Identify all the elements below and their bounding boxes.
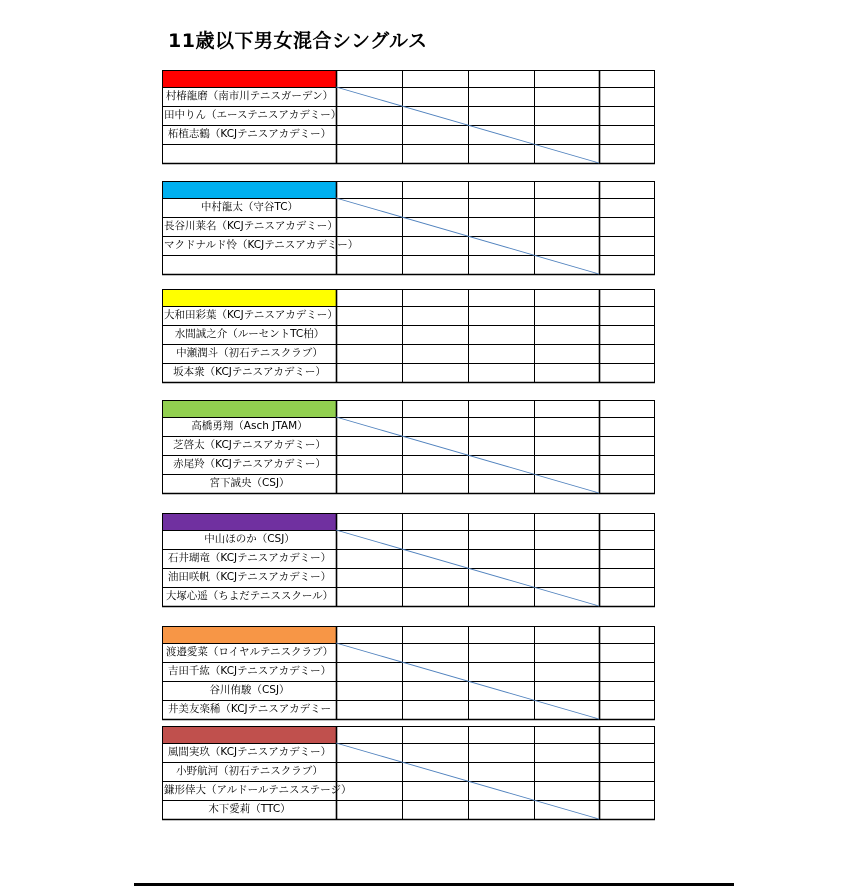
- player-name: 芝啓太（KCJテニスアカデミー）: [173, 439, 326, 451]
- player-name: 坂本衆（KCJテニスアカデミー）: [173, 366, 326, 378]
- player-name: 長谷川莱名（KCJテニスアカデミー）: [164, 220, 338, 232]
- player-name: 中瀬潤斗（初石テニスクラブ）: [176, 347, 323, 359]
- group-table: [162, 70, 655, 163]
- player-name: 赤尾羚（KCJテニスアカデミー）: [173, 458, 326, 470]
- group-table: [162, 726, 655, 819]
- group-color-header: [162, 70, 336, 87]
- player-name: 油田咲帆（KCJテニスアカデミー）: [167, 571, 332, 583]
- group-table: [162, 181, 655, 274]
- player-name: 小野航河（初石テニスクラブ）: [176, 765, 323, 777]
- player-name: 田中りん（エーステニスアカデミー）: [164, 109, 342, 121]
- player-name: [164, 145, 335, 162]
- group-color-header: [162, 181, 336, 198]
- group-table: [162, 626, 655, 719]
- player-name: 大塚心遥（ちよだテニススクール）: [165, 590, 334, 602]
- page-title: 11歳以下男女混合シングルス: [168, 30, 428, 52]
- footer-rule: [134, 883, 734, 886]
- player-name: 村椿龍磨（南市川テニスガーデン）: [165, 90, 334, 102]
- group-color-header: [162, 289, 336, 306]
- player-name: 水間誠之介（ルーセントTC柏）: [174, 328, 325, 340]
- player-name: 石井瑚竜（KCJテニスアカデミー）: [167, 552, 332, 564]
- player-name: 谷川侑駿（CSJ）: [209, 684, 290, 696]
- player-name: 中村龍太（守谷TC）: [200, 201, 299, 213]
- player-name: [164, 256, 335, 273]
- player-name: 宮下誠央（CSJ）: [209, 477, 290, 489]
- player-name: 木下愛莉（TTC）: [208, 803, 291, 815]
- player-name: 鎌形倖大（アルドールテニスステージ）: [164, 784, 352, 796]
- player-name: 大和田彩葉（KCJテニスアカデミー）: [164, 309, 338, 321]
- group-color-header: [162, 400, 336, 417]
- group-color-header: [162, 626, 336, 643]
- player-name: 井美友楽稀（KCJテニスアカデミー: [167, 703, 332, 715]
- player-name: 風間実玖（KCJテニスアカデミー）: [167, 746, 332, 758]
- group-table: [162, 289, 655, 382]
- group-color-header: [162, 726, 336, 743]
- group-color-header: [162, 513, 336, 530]
- player-name: 柘植志鶴（KCJテニスアカデミー）: [167, 128, 332, 140]
- group-table: [162, 400, 655, 493]
- player-name: 渡邉愛菜（ロイヤルテニスクラブ）: [165, 646, 334, 658]
- player-name: 中山ほのか（CSJ）: [204, 533, 295, 545]
- player-name: マクドナルド怜（KCJテニスアカデミー）: [164, 239, 359, 251]
- player-name: 高橋勇翔（Asch JTAM）: [191, 420, 308, 432]
- player-name: 吉田千紘（KCJテニスアカデミー）: [167, 665, 332, 677]
- group-table: [162, 513, 655, 606]
